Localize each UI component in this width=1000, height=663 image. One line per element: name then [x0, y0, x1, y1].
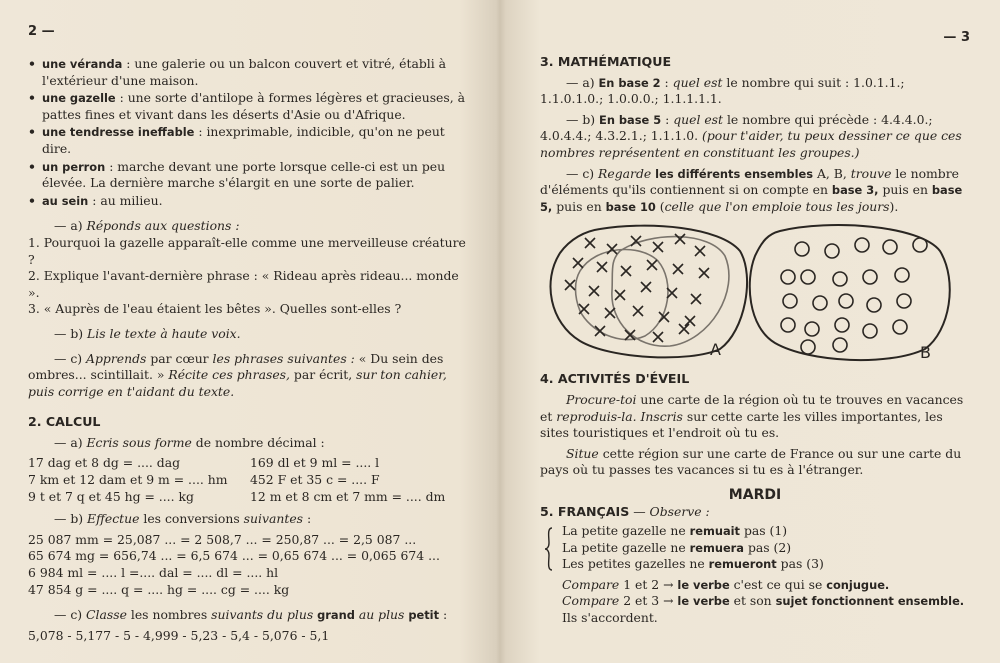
cross-mark — [685, 316, 695, 326]
set-b-outline — [750, 225, 950, 363]
cross-mark — [653, 332, 663, 342]
circle-mark — [913, 238, 927, 252]
circle-mark — [781, 318, 795, 332]
math-b-paragraph: — b) En base 5 : quel est le nombre qui précède : 4.4.4.0.; 4.0.4.4.; 4.3.2.1.; 1.1.1.0. (pour t'aider, tu peux dessiner ce que ces nombres représentent en constituant les groupes.) — [540, 111, 962, 160]
circle-mark — [783, 294, 797, 308]
observation-lines — [540, 523, 970, 573]
vocab-item: • une véranda : une galerie ou un balcon couvert et vitré, établi à l'extérieur d'une maison. — [28, 56, 466, 89]
circle-mark — [795, 242, 809, 256]
cross-mark — [699, 268, 709, 278]
cross-mark — [615, 290, 625, 300]
exercise-c-paragraph: — c) Apprends par cœur les phrases suivantes : « Du sein des ombres... scintillait. » Récite ces phrases, par écrit, sur ton cahier, puis corrige en t'aidant du texte. — [28, 350, 447, 399]
calc-b-row: 47 854 g = .... q = .... hg = .... cg = .... kg — [28, 581, 290, 597]
left-page — [0, 0, 496, 663]
sets-figure — [540, 221, 970, 363]
calc-c-heading: — c) Classe les nombres suivants du plus grand au plus petit : — [54, 607, 448, 623]
circle-mark — [825, 244, 839, 258]
cross-mark — [647, 260, 657, 270]
circle-mark — [895, 268, 909, 282]
vocab-item: • au sein : au milieu. — [28, 193, 466, 210]
set-b-label: B — [920, 343, 931, 363]
calc-a-row: 17 dag et 8 dg = .... dag 169 dl et 9 ml = .... l — [28, 455, 380, 471]
circle-mark — [863, 270, 877, 284]
vocab-item: • une tendresse ineffable : inexprimable, indicible, qu'on ne peut dire. — [28, 124, 466, 157]
cross-mark — [691, 294, 701, 304]
circle-mark — [893, 320, 907, 334]
eveil-title: 4. ACTIVITÉS D'ÉVEIL — [540, 371, 690, 387]
calc-b-row: 65 674 mg = 656,74 ... = 6,5 674 ... = 0,65 674 ... = 0,065 674 ... — [28, 548, 440, 564]
calc-b-heading: — b) Effectue les conversions suivantes : — [54, 511, 312, 527]
eveil-paragraph-2: Situe cette région sur une carte de France ou sur une carte du pays où tu passes tes vacances si tu es à l'étranger. — [540, 445, 962, 478]
circle-mark — [813, 296, 827, 310]
set-a-label: A — [710, 340, 721, 360]
math-title: 3. MATHÉMATIQUE — [540, 54, 672, 69]
circle-mark — [801, 340, 815, 354]
cross-mark — [653, 242, 663, 252]
cross-mark — [597, 262, 607, 272]
sets-diagram — [540, 221, 970, 363]
circle-mark — [863, 324, 877, 338]
right-page — [504, 0, 1000, 663]
set-b-circles — [781, 238, 927, 354]
calc-a-row: 9 t et 7 q et 45 hg = .... kg 12 m et 8 cm et 7 mm = .... dm — [28, 488, 446, 504]
observation-line: Les petites gazelles ne remueront pas (3) — [562, 556, 824, 572]
circle-mark — [781, 270, 795, 284]
observation-line: La petite gazelle ne remuera pas (2) — [562, 539, 792, 555]
circle-mark — [867, 298, 881, 312]
circle-mark — [839, 294, 853, 308]
calc-a-row: 7 km et 12 dam et 9 m = .... hm 452 F et 35 c = .... F — [28, 472, 380, 488]
circle-mark — [805, 322, 819, 336]
circle-mark — [897, 294, 911, 308]
francais-heading: 5. FRANÇAIS — Observe : — [540, 503, 710, 519]
circle-mark — [883, 240, 897, 254]
cross-mark — [585, 238, 595, 248]
circle-mark — [833, 272, 847, 286]
cross-mark — [679, 324, 689, 334]
vocab-item: • une gazelle : une sorte d'antilope à formes légères et gracieuses, à pattes fines et vivant dans les déserts d'Asie ou d'Afrique. — [28, 90, 466, 123]
circle-mark — [835, 318, 849, 332]
observation-line: La petite gazelle ne remuait pas (1) — [562, 523, 788, 539]
calc-a-heading: — a) Ecris sous forme de nombre décimal : — [54, 434, 325, 450]
cross-mark — [695, 246, 705, 256]
mardi-heading: MARDI — [728, 486, 782, 503]
cross-mark — [641, 282, 651, 292]
page-number-left: 2 — — [28, 24, 55, 39]
question: 1. Pourquoi la gazelle apparaît-elle comme une merveilleuse créature ? — [28, 234, 466, 267]
vocab-item: • un perron : marche devant une porte lorsque celle-ci est un peu élevée. La dernière marche s'élargit en une sorte de palier. — [28, 159, 466, 192]
question: 3. « Auprès de l'eau étaient les bêtes ». Quelles sont-elles ? — [28, 301, 402, 317]
cross-mark — [607, 244, 617, 254]
exercise-a-heading: — a) Réponds aux questions : — [54, 218, 240, 234]
cross-mark — [579, 304, 589, 314]
compare-line-3: Ils s'accordent. — [562, 610, 658, 626]
cross-mark — [605, 308, 615, 318]
circle-mark — [855, 238, 869, 252]
circle-mark — [801, 270, 815, 284]
question: 2. Explique l'avant-dernière phrase : « Rideau après rideau... monde ». — [28, 268, 459, 300]
cross-mark — [621, 266, 631, 276]
circle-mark — [833, 338, 847, 352]
math-c-paragraph: — c) Regarde les différents ensembles A, B, trouve le nombre d'éléments qu'ils contiennent si on compte en base 3, puis en base 5, puis en base 10 (celle que l'on emploie tous les jours). — [540, 165, 963, 214]
cross-mark — [673, 264, 683, 274]
cross-mark — [565, 280, 575, 290]
eveil-paragraph-1: Procure-toi une carte de la région où tu te trouves en vacances et reproduis-la. Inscris sur cette carte les villes importantes, les sites touristiques et l'endroit où tu es. — [540, 391, 964, 441]
cross-mark — [631, 236, 641, 246]
cross-mark — [573, 258, 583, 268]
cross-mark — [589, 286, 599, 296]
cross-mark — [595, 326, 605, 336]
calc-c-numbers: 5,078 - 5,177 - 5 - 4,999 - 5,23 - 5,4 - 5,076 - 5,1 — [28, 627, 330, 643]
cross-mark — [633, 306, 643, 316]
math-a-paragraph: — a) En base 2 : quel est le nombre qui suit : 1.0.1.1.; 1.1.0.1.0.; 1.0.0.0.; 1.1.1.1.1. — [540, 74, 905, 107]
compare-line-2: Compare 2 et 3 → le verbe et son sujet fonctionnent ensemble. — [562, 593, 965, 609]
cross-mark — [675, 234, 685, 244]
calc-b-row: 25 087 mm = 25,087 ... = 2 508,7 ... = 250,87 ... = 2,5 087 ... — [28, 531, 417, 547]
vocabulary-list — [28, 56, 466, 209]
set-a-outline — [550, 226, 747, 358]
page-number-right: — 3 — [943, 30, 970, 45]
compare-line-1: Compare 1 et 2 → le verbe c'est ce qui se conjugue. — [562, 576, 890, 592]
brace-icon — [544, 527, 554, 571]
cross-mark — [625, 330, 635, 340]
exercise-b-heading: — b) Lis le texte à haute voix. — [54, 325, 241, 341]
calc-b-row: 6 984 ml = .... l =.... dal = .... dl = .... hl — [28, 565, 279, 581]
calcul-title: 2. CALCUL — [28, 414, 101, 430]
